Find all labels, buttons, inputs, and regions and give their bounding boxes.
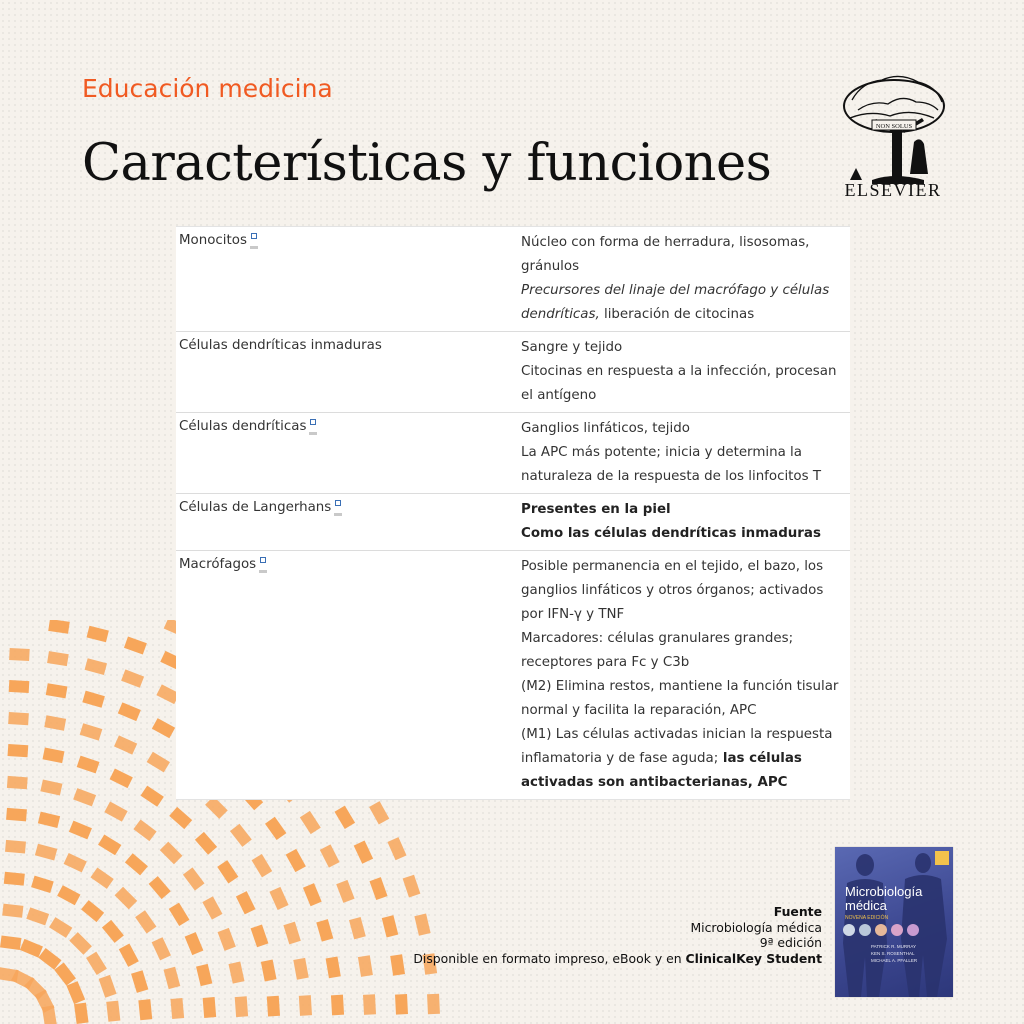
description-line: Posible permanencia en el tejido, el bazo, los (521, 559, 824, 574)
deco-dash (57, 885, 80, 905)
deco-dash (395, 994, 408, 1015)
description-line: activadas son antibacterianas, APC (521, 775, 788, 790)
description-line: (M1) Las células activadas inician la respuesta (521, 727, 833, 742)
source-label: Fuente (773, 904, 822, 919)
cell-type-name: Células dendríticas inmaduras (179, 338, 382, 353)
description-line: (M2) Elimina restos, mantiene la función tisular (521, 679, 839, 694)
deco-dash (38, 948, 61, 970)
deco-dash (286, 849, 306, 872)
deco-dash (320, 844, 340, 867)
deco-dash (229, 962, 245, 984)
table-row (176, 227, 850, 331)
deco-dash (358, 955, 373, 977)
deco-dash (316, 919, 333, 942)
deco-dash (73, 788, 96, 806)
cell-type-description (519, 332, 850, 412)
deco-dash (85, 658, 107, 675)
description-line: por IFN-γ y TNF (521, 607, 625, 622)
description-line: Núcleo con forma de herradura, lisosomas, (521, 235, 810, 250)
description-line: Sangre y tejido (521, 340, 623, 355)
book-cover-edition: NOVENA EDICIÓN (845, 915, 889, 921)
deco-dash (335, 806, 356, 829)
deco-dash (86, 952, 107, 975)
deco-dash (87, 626, 109, 643)
deco-dash (0, 935, 21, 950)
deco-dash (8, 744, 29, 757)
description-line: receptores para Fc y C3b (521, 655, 690, 670)
deco-dash (203, 997, 217, 1018)
deco-dash (196, 964, 212, 986)
deco-dash (390, 954, 405, 976)
deco-dash (135, 910, 156, 933)
source-availability: Disponible en formato impreso, eBook y en ClinicalKey Student (413, 950, 822, 966)
deco-dash (218, 928, 236, 951)
description-line: inflamatoria y de fase aguda; (521, 751, 719, 766)
deco-dash (164, 967, 181, 989)
description-line: ganglios linfáticos y otros órganos; activados (521, 583, 824, 598)
clinicalkey-link[interactable]: ClinicalKey Student (685, 950, 822, 966)
source-credit (413, 904, 822, 966)
edition-badge-icon (935, 851, 949, 865)
deco-dash (49, 917, 72, 938)
description-line: el antígeno (521, 388, 597, 403)
deco-dash (195, 832, 217, 855)
deco-dash (293, 958, 308, 980)
cell-type-name: Monocitos (176, 227, 519, 331)
deco-dash (64, 853, 87, 872)
deco-dash (48, 620, 70, 634)
deco-dash (35, 844, 57, 861)
logo-motto: NON SOLUS (875, 123, 913, 130)
deco-dash (46, 683, 68, 698)
deco-dash (138, 999, 152, 1020)
deco-dash (121, 669, 144, 687)
footnote-icon[interactable] (309, 419, 319, 437)
page-title: Características y funciones (82, 134, 772, 193)
description-line: dendríticas, (521, 307, 600, 322)
deco-dash (160, 842, 183, 865)
deco-dash (99, 975, 117, 998)
book-cover[interactable] (835, 847, 953, 997)
deco-dash (283, 922, 300, 945)
deco-dash (9, 680, 30, 693)
deco-dash (336, 880, 354, 903)
deco-dash (90, 868, 113, 889)
deco-dash (202, 896, 222, 919)
deco-dash (69, 932, 92, 955)
cell-type-description (519, 551, 850, 799)
cell-type-description (519, 494, 850, 550)
book-cover-authors: PATRICK R. MURRAY KEN S. ROSENTHAL MICHAEL A. PFALLER (871, 944, 918, 963)
deco-dash (152, 937, 171, 960)
deco-dash (183, 867, 205, 890)
description-line: Presentes en la piel (521, 502, 671, 517)
deco-dash (82, 691, 105, 708)
cell-type-description (519, 227, 850, 331)
elsevier-wordmark: ELSEVIER (844, 180, 942, 200)
deco-dash (269, 887, 288, 910)
deco-dash (252, 854, 273, 877)
footnote-icon[interactable] (250, 233, 260, 251)
description-line: normal y facilita la reparación, APC (521, 703, 757, 718)
cell-type-name: Macrófagos (176, 551, 519, 799)
deco-dash (40, 780, 62, 796)
deco-dash (363, 994, 376, 1015)
table-row (176, 493, 850, 550)
deco-dash (147, 752, 170, 773)
deco-dash (354, 840, 373, 863)
deco-dash (331, 995, 344, 1016)
description-line: Marcadores: células granulares grandes; (521, 631, 794, 646)
deco-dash (43, 747, 65, 763)
deco-dash (349, 917, 366, 939)
description-line: Citocinas en respuesta a la infección, procesan (521, 364, 837, 379)
description-line-suffix: liberación de citocinas (599, 307, 755, 322)
deco-dash (38, 812, 60, 828)
deco-dash (427, 994, 440, 1015)
deco-dash (81, 900, 104, 922)
deco-dash (4, 872, 25, 886)
kicker: Educación medicina (82, 74, 333, 103)
deco-dash (300, 811, 321, 834)
deco-dash (170, 998, 184, 1019)
deco-dash (110, 769, 133, 789)
deco-dash (133, 820, 156, 842)
deco-dash (31, 876, 54, 893)
deco-dash (261, 960, 277, 982)
deco-dash (169, 903, 190, 926)
description-line: gránulos (521, 259, 580, 274)
description-line: Ganglios linfáticos, tejido (521, 421, 690, 436)
deco-dash (369, 801, 389, 824)
deco-dash (235, 996, 248, 1017)
deco-dash (369, 877, 387, 900)
deco-dash (115, 887, 138, 910)
table-row (176, 550, 850, 799)
deco-dash (119, 944, 139, 967)
deco-dash (74, 1003, 89, 1024)
description-line: Como las células dendríticas inmaduras (521, 526, 821, 541)
deco-dash (131, 970, 148, 993)
cell-type-name: Células de Langerhans (176, 494, 519, 550)
deco-dash (236, 891, 256, 914)
source-book-title: Microbiología médica (690, 919, 822, 935)
deco-dash (403, 875, 421, 898)
footnote-icon[interactable] (334, 500, 344, 518)
cell-type-description (519, 413, 850, 493)
deco-dash (98, 835, 121, 856)
description-line: naturaleza de la respuesta de los linfocitos T (521, 469, 822, 484)
deco-dash (217, 860, 238, 883)
deco-dash (102, 920, 124, 943)
deco-dash (44, 715, 66, 730)
deco-dash (42, 1005, 57, 1024)
footnote-icon[interactable] (259, 557, 269, 575)
deco-dash (8, 712, 29, 725)
deco-dash (251, 924, 269, 947)
book-cover-title: Microbiología médica (845, 884, 923, 913)
deco-dash (265, 817, 286, 840)
deco-dash (20, 939, 43, 958)
deco-dash (267, 996, 280, 1017)
deco-dash (5, 840, 26, 854)
deco-dash (114, 735, 137, 754)
deco-dash (124, 636, 147, 654)
cell-type-name: Células dendríticas (176, 413, 519, 493)
deco-dash (141, 786, 164, 807)
deco-dash (69, 821, 92, 840)
deco-dash (6, 808, 27, 822)
deco-dash (152, 718, 175, 738)
table-row (176, 331, 850, 412)
description-line: Precursores del linaje del macrófago y células (521, 283, 830, 298)
deco-dash (118, 702, 141, 721)
deco-dash (80, 723, 103, 740)
deco-dash (104, 802, 127, 822)
deco-dash (26, 907, 49, 925)
deco-dash (185, 932, 204, 955)
deco-dash (9, 648, 30, 661)
book-cover-art-icon (835, 847, 953, 997)
table-row (176, 412, 850, 493)
deco-dash (7, 776, 28, 789)
deco-dash (303, 883, 322, 906)
deco-dash (230, 824, 252, 847)
cell-types-table (176, 226, 850, 800)
description-line-bold-suffix: las células (718, 751, 802, 766)
deco-dash (125, 853, 148, 875)
source-edition: 9ª edición (759, 935, 822, 950)
deco-dash (169, 807, 192, 829)
deco-dash (2, 904, 23, 918)
deco-dash (149, 876, 171, 899)
deco-dash (382, 915, 399, 937)
deco-dash (66, 981, 85, 1004)
description-line: La APC más potente; inicia y determina la (521, 445, 802, 460)
deco-dash (326, 957, 341, 979)
deco-dash (47, 651, 69, 666)
deco-dash (54, 963, 76, 986)
deco-dash (387, 837, 406, 860)
deco-dash (106, 1001, 120, 1022)
deco-dash (77, 756, 100, 774)
deco-dash (299, 995, 312, 1016)
